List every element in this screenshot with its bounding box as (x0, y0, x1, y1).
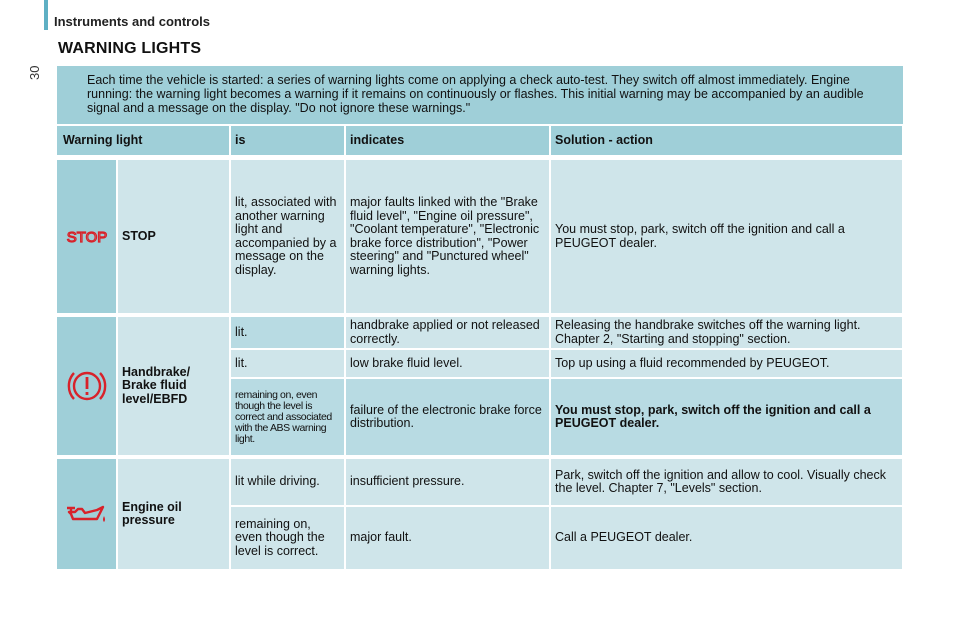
brake-is-3: remaining on, even though the level is correct and associated with the ABS warning light. (231, 379, 346, 459)
oil-indicates-1: insufficient pressure. (346, 459, 551, 507)
brake-is-1: lit. (231, 317, 346, 350)
page-number: 30 (27, 65, 42, 80)
oil-solution-1: Park, switch off the ignition and allow to cool. Visually check the level. Chapter 7, "Levels" section. (551, 459, 904, 507)
oil-name: Engine oil pressure (118, 459, 231, 569)
intro-box: Each time the vehicle is started: a series of warning lights come on applying a check auto-test. They switch off almost immediately. Engine running: the warning light becomes a warning if it remains on continuously or flashes. This initial warning may be accompanied by an audible signal and a message on the display. "Do not ignore these warnings." (57, 66, 903, 124)
oil-indicates-2: major fault. (346, 507, 551, 569)
warning-lights-table (57, 126, 904, 569)
stop-icon-text: STOP (66, 228, 107, 246)
stop-solution: You must stop, park, switch off the ignition and call a PEUGEOT dealer. (551, 160, 904, 317)
oil-is-1: lit while driving. (231, 459, 346, 507)
oil-can-icon (57, 459, 118, 569)
oil-solution-2: Call a PEUGEOT dealer. (551, 507, 904, 569)
page-title: WARNING LIGHTS (58, 40, 202, 57)
brake-name: Handbrake/ Brake fluid level/EBFD (118, 317, 231, 459)
brake-solution-2: Top up using a fluid recommended by PEUGEOT. (551, 350, 904, 379)
brake-is-2: lit. (231, 350, 346, 379)
section-heading: Instruments and controls (54, 14, 211, 29)
stop-indicates: major faults linked with the "Brake fluid level", "Engine oil pressure", "Coolant temperature", "Electronic brake force distribution", "Power steering" and "Punctured wheel" warning lights. (346, 160, 551, 317)
table-header-row (57, 126, 904, 160)
brake-solution-3: You must stop, park, switch off the ignition and call a PEUGEOT dealer. (551, 379, 904, 459)
brake-indicates-3: failure of the electronic brake force distribution. (346, 379, 551, 459)
table-row (57, 317, 904, 350)
header-indicates: indicates (346, 126, 551, 160)
oil-is-2: remaining on, even though the level is correct. (231, 507, 346, 569)
stop-is: lit, associated with another warning light and accompanied by a message on the display. (231, 160, 346, 317)
header-warning-light: Warning light (57, 126, 231, 160)
stop-name: STOP (118, 160, 231, 317)
section-accent-bar (44, 0, 48, 30)
brake-indicates-2: low brake fluid level. (346, 350, 551, 379)
stop-icon (57, 160, 118, 317)
brake-solution-1: Releasing the handbrake switches off the warning light. Chapter 2, "Starting and stopping" section. (551, 317, 904, 350)
brake-warning-icon (57, 317, 118, 459)
table-row (57, 160, 904, 317)
brake-indicates-1: handbrake applied or not released correctly. (346, 317, 551, 350)
table-row (57, 459, 904, 507)
header-solution: Solution - action (551, 126, 904, 160)
header-is: is (231, 126, 346, 160)
